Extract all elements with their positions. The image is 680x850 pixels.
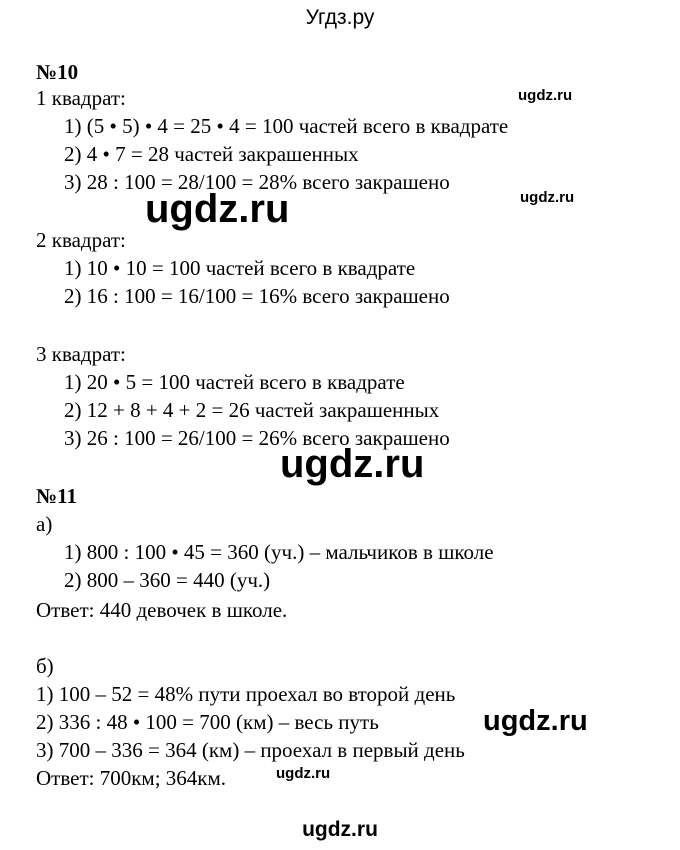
square-1-line-1: 1) (5 • 5) • 4 = 25 • 4 = 100 частей всего в квадрате — [64, 114, 509, 138]
watermark-small: ugdz.ru — [276, 765, 331, 782]
square-1-line-2: 2) 4 • 7 = 28 частей закрашенных — [64, 142, 359, 166]
part-a-line-2: 2) 800 – 360 = 440 (уч.) — [64, 568, 271, 592]
part-b-label: б) — [36, 654, 54, 678]
square-2-line-1: 1) 10 • 10 = 100 частей всего в квадрате — [64, 256, 416, 280]
part-b-line-3: 3) 700 – 336 = 364 (км) – проехал в первый день — [36, 738, 465, 762]
part-a-answer: Ответ: 440 девочек в школе. — [36, 598, 288, 622]
square-3-line-2: 2) 12 + 8 + 4 + 2 = 26 частей закрашенных — [64, 398, 440, 422]
task-10-number: №10 — [36, 60, 79, 84]
square-3-line-3: 3) 26 : 100 = 26/100 = 26% всего закрашено — [64, 426, 450, 450]
watermark-medium: ugdz.ru — [483, 705, 588, 737]
square-1-label: 1 квадрат: — [36, 86, 126, 110]
square-3-line-1: 1) 20 • 5 = 100 частей всего в квадрате — [64, 370, 405, 394]
part-b-line-1: 1) 100 – 52 = 48% пути проехал во второй день — [36, 682, 456, 706]
watermark-large: ugdz.ru — [145, 187, 290, 231]
square-1-line-3: 3) 28 : 100 = 28/100 = 28% всего закрашено — [64, 170, 450, 194]
square-2-label: 2 квадрат: — [36, 228, 126, 252]
part-a-line-1: 1) 800 : 100 • 45 = 360 (уч.) – мальчиков в школе — [64, 540, 494, 564]
part-b-answer: Ответ: 700км; 364км. — [36, 766, 227, 790]
part-a-label: а) — [36, 512, 53, 536]
part-b-line-2: 2) 336 : 48 • 100 = 700 (км) – весь путь — [36, 710, 379, 734]
square-2-line-2: 2) 16 : 100 = 16/100 = 16% всего закрашено — [64, 284, 450, 308]
site-title: Угдз.ру — [305, 6, 375, 29]
task-11-number: №11 — [36, 484, 77, 508]
square-3-label: 3 квадрат: — [36, 342, 126, 366]
watermark-small: ugdz.ru — [518, 87, 573, 104]
watermark-small: ugdz.ru — [520, 189, 575, 206]
watermark-footer: ugdz.ru — [302, 818, 378, 841]
watermark-large: ugdz.ru — [280, 442, 425, 486]
